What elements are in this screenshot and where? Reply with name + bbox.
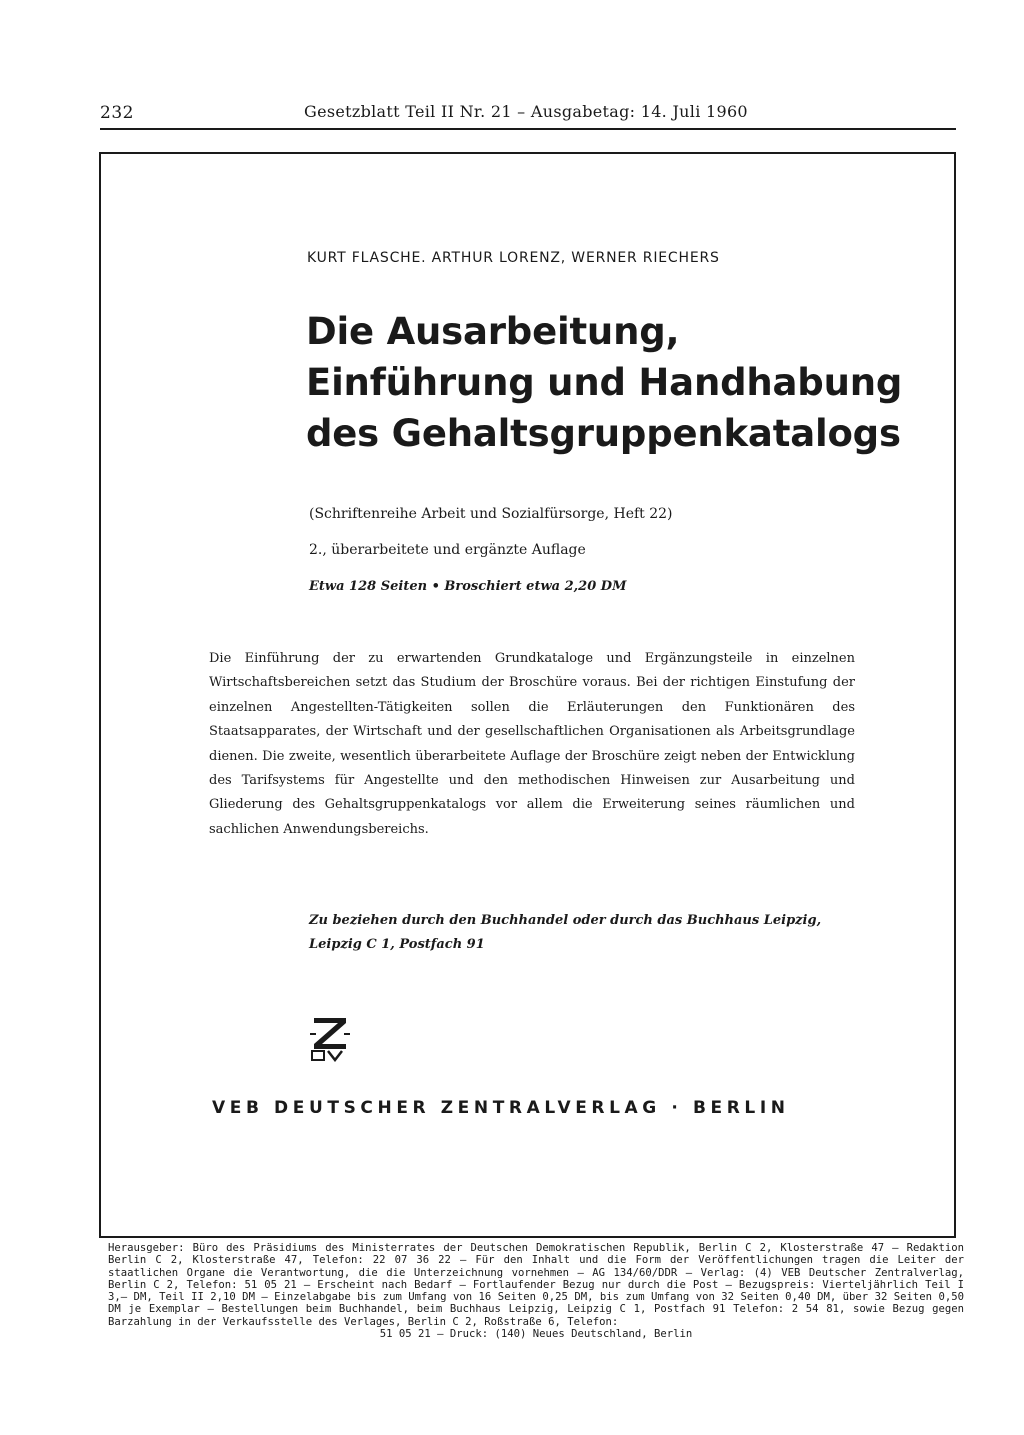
- book-details: Etwa 128 Seiten • Broschiert etwa 2,20 DM: [309, 579, 627, 594]
- order-info-line: Leipzig C 1, Postfach 91: [309, 937, 485, 952]
- order-info-line: Zu beziehen durch den Buchhandel oder durch das Buchhaus Leipzig,: [309, 913, 822, 928]
- book-series: (Schriftenreihe Arbeit und Sozialfürsorge, Heft 22): [309, 506, 673, 522]
- book-title-line: Einführung und Handhabung: [306, 361, 903, 404]
- publisher-logo-icon: [308, 1014, 352, 1062]
- book-description: Die Einführung der zu erwartenden Grundkataloge und Ergänzungsteile in einzelnen Wirtschaftsbereichen setzt das Studium der Broschüre voraus. Bei der richtigen Einstufung der einzelnen Angestellten-Tätigkeiten sollen die Erläuterungen den Funktionären des Staatsapparates, der Wirtschaft und der gesellschaftlichen Organisationen als Arbeitsgrundlage dienen. Die zweite, wesentlich überarbeitete Auflage der Broschüre zeigt neben der Entwicklung des Tarifsystems für Angestellte und den methodischen Hinweisen zur Ausarbeitung und Gliederung des Gehaltsgruppenkatalogs vor allem die Erweiterung seines räumlichen und sachlichen Anwendungsbereichs.: [209, 651, 855, 837]
- book-title: [306, 306, 902, 459]
- book-title-line: Die Ausarbeitung,: [306, 310, 680, 353]
- book-edition: 2., überarbeitete und ergänzte Auflage: [309, 542, 586, 558]
- imprint-text: Herausgeber: Büro des Präsidiums des Ministerrates der Deutschen Demokratischen Republik, Berlin C 2, Klosterstraße 47 – Redaktion Berlin C 2, Klosterstraße 47, Telefon: 22 07 36 22 – Für den Inhalt und die Form der Veröffentlichungen tragen die Leiter der staatlichen Organe die Verantwortung, die die Unterzeichnung vornehmen – AG 134/60/DDR – Verlag: (4) VEB Deutscher Zentralverlag, Berlin C 2, Telefon: 51 05 21 – Erscheint nach Bedarf – Fortlaufender Bezug nur durch die Post – Bezugspreis: Vierteljährlich Teil I 3,– DM, Teil II 2,10 DM – Einzelabgabe bis zum Umfang von 16 Seiten 0,25 DM, bis zum Umfang von 32 Seiten 0,40 DM, über 32 Seiten 0,50 DM je Exemplar – Bestellungen beim Buchhandel, beim Buchhaus Leipzig, Leipzig C 1, Postfach 91 Telefon: 2 54 81, sowie Bezug gegen Barzahlung in der Verkaufsstelle des Verlages, Berlin C 2, Roßstraße 6, Telefon:: [108, 1242, 964, 1328]
- running-title: Gesetzblatt Teil II Nr. 21 – Ausgabetag: 14. Juli 1960: [304, 102, 748, 121]
- page-number: 232: [100, 103, 134, 123]
- book-authors: KURT FLASCHE. ARTHUR LORENZ, WERNER RIECHERS: [307, 250, 720, 266]
- header-rule: [100, 128, 956, 130]
- imprint-last-line: 51 05 21 – Druck: (140) Neues Deutschland, Berlin: [379, 1328, 693, 1341]
- book-title-line: des Gehaltsgruppenkatalogs: [306, 412, 901, 455]
- publisher-name: VEB DEUTSCHER ZENTRALVERLAG · BERLIN: [212, 1098, 790, 1118]
- imprint: [108, 1242, 964, 1340]
